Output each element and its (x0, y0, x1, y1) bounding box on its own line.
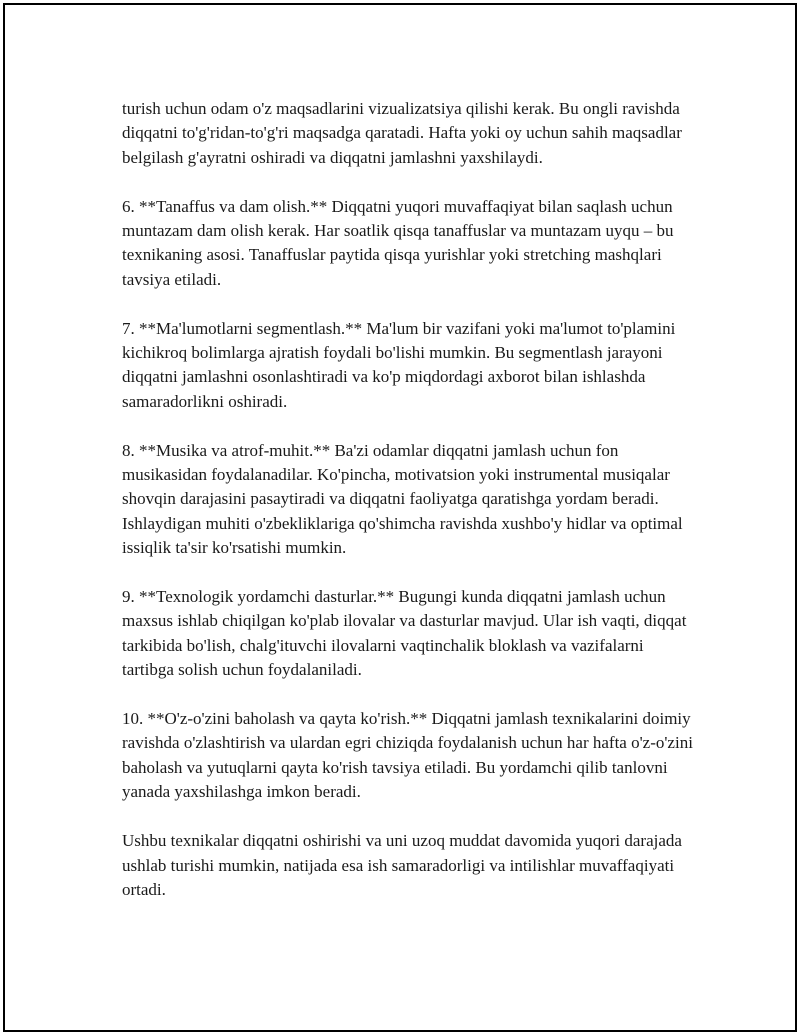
paragraph-item-10: 10. **O'z-o'zini baholash va qayta ko'rish.** Diqqatni jamlash texnikalarini doimiy ravishda o'zlashtirish va ulardan egri chiziqda foydalanish uchun har hafta o'z-o'zini baholash va yutuqlarni qayta ko'rish tavsiya etiladi. Bu yordamchi qilib tanlovni yanada yaxshilashga imkon beradi. (122, 709, 693, 802)
paragraph-conclusion: Ushbu texnikalar diqqatni oshirishi va uni uzoq muddat davomida yuqori darajada ushlab turishi mumkin, natijada esa ish samaradorligi va intilishlar muvaffaqiyati ortadi. (122, 831, 682, 899)
paragraph-item-9: 9. **Texnologik yordamchi dasturlar.** Bugungi kunda diqqatni jamlash uchun maxsus ishlab chiqilgan ko'plab ilovalar va dasturlar mavjud. Ular ish vaqti, diqqat tarkibida bo'lish, chalg'ituvchi ilovalarni vaqtinchalik bloklash va vazifalarni tartibga solish uchun foydalaniladi. (122, 587, 687, 680)
document-body (122, 97, 697, 902)
paragraph-item-7: 7. **Ma'lumotlarni segmentlash.** Ma'lum bir vazifani yoki ma'lumot to'plamini kichikroq bolimlarga ajratish foydali bo'lishi mumkin. Bu segmentlash jarayoni diqqatni jamlashni osonlashtiradi va ko'p miqdordagi axborot bilan ishlashda samaradorlikni oshiradi. (122, 318, 676, 411)
paragraph-item-8: 8. **Musika va atrof-muhit.** Ba'zi odamlar diqqatni jamlash uchun fon musikasidan foydalanadilar. Ko'pincha, motivatsion yoki instrumental musiqalar shovqin darajasini pasaytiradi va diqqatni faoliyatga qaratishga yordam beradi. Ishlaydigan muhiti o'zbekliklariga qo'shimcha ravishda xushbo'y hidlar va optimal issiqlik ta'sir ko'rsatishi mumkin. (122, 440, 683, 558)
paragraph-item-6: 6. **Tanaffus va dam olish.** Diqqatni yuqori muvaffaqiyat bilan saqlash uchun muntazam dam olish kerak. Har soatlik qisqa tanaffuslar va muntazam uyqu – bu texnikaning asosi. Tanaffuslar paytida qisqa yurishlar yoki stretching mashqlari tavsiya etiladi. (122, 196, 674, 289)
page-frame (3, 3, 797, 1032)
paragraph-intro-continuation: turish uchun odam o'z maqsadlarini vizualizatsiya qilishi kerak. Bu ongli ravishda diqqatni to'g'ridan-to'g'ri maqsadga qaratadi. Hafta yoki oy uchun sahih maqsadlar belgilash g'ayratni oshiradi va diqqatni jamlashni yaxshilaydi. (122, 99, 682, 167)
